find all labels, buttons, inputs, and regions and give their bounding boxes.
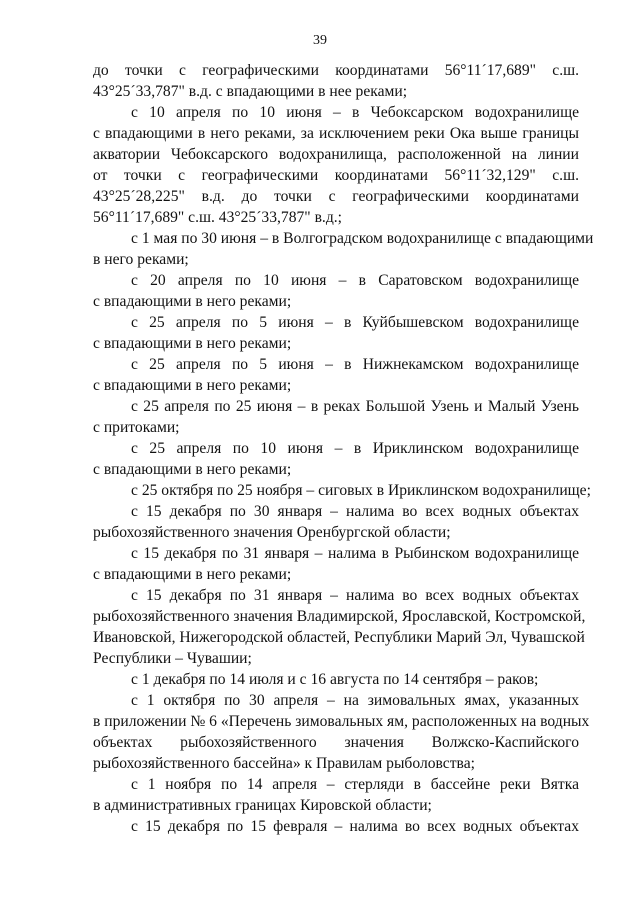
text-line: с впадающими в него реками, за исключением реки Ока выше границы xyxy=(93,125,579,142)
text-line: с 10 апреля по 10 июня – в Чебоксарском водохранилище xyxy=(131,104,579,121)
text-line: с впадающими в него реками; xyxy=(93,461,292,478)
text-line: рыбохозяйственного значения Оренбургской области; xyxy=(93,524,451,541)
page-number: 39 xyxy=(313,33,327,48)
text-line: с притоками; xyxy=(93,419,180,436)
text-line: с 25 октября по 25 ноября – сиговых в Ириклинском водохранилище; xyxy=(131,482,591,499)
document-body xyxy=(93,60,594,837)
text-line: до точки с географическими координатами 56°11´17,689" с.ш. xyxy=(93,62,579,79)
text-line: с 25 апреля по 5 июня – в Куйбышевском водохранилище xyxy=(131,314,579,331)
text-line: 43°25´28,225" в.д. до точки с географическими координатами xyxy=(93,188,579,205)
text-line: акватории Чебоксарского водохранилища, расположенной на линии xyxy=(93,146,579,163)
text-line: с 1 мая по 30 июня – в Волгоградском водохранилище с впадающими xyxy=(131,230,594,247)
text-line: с 15 декабря по 30 января – налима во всех водных объектах xyxy=(131,503,579,520)
text-line: в приложении № 6 «Перечень зимовальных ям, расположенных на водных xyxy=(93,713,590,730)
text-line: с 25 апреля по 10 июня – в Ириклинском водохранилище xyxy=(131,440,579,457)
text-line: с впадающими в него реками; xyxy=(93,566,292,583)
text-line: с 1 ноября по 14 апреля – стерляди в бассейне реки Вятка xyxy=(131,776,579,793)
text-line: рыбохозяйственного значения Владимирской, Ярославской, Костромской, xyxy=(93,608,586,625)
text-line: Республики – Чувашии; xyxy=(93,650,252,667)
text-line: с 1 октября по 30 апреля – на зимовальных ямах, указанных xyxy=(131,692,579,709)
text-line: объектах рыбохозяйственного значения Волжско-Каспийского xyxy=(93,734,579,751)
text-line: рыбохозяйственного бассейна» к Правилам рыболовства; xyxy=(93,755,475,772)
text-line: 43°25´33,787" в.д. с впадающими в нее реками; xyxy=(93,83,408,100)
text-line: с 20 апреля по 10 июня – в Саратовском водохранилище xyxy=(131,272,579,289)
text-line: от точки с географическими координатами 56°11´32,129" с.ш. xyxy=(93,167,579,184)
text-line: с 1 декабря по 14 июля и с 16 августа по 14 сентября – раков; xyxy=(131,671,539,688)
text-line: в административных границах Кировской области; xyxy=(93,797,432,814)
text-line: Ивановской, Нижегородской областей, Республики Марий Эл, Чувашской xyxy=(93,629,585,646)
text-line: с впадающими в него реками; xyxy=(93,335,292,352)
text-line: с впадающими в него реками; xyxy=(93,293,292,310)
text-line: 56°11´17,689" с.ш. 43°25´33,787" в.д.; xyxy=(93,209,342,226)
text-line: с 25 апреля по 5 июня – в Нижнекамском водохранилище xyxy=(131,356,579,373)
text-line: с впадающими в него реками; xyxy=(93,377,292,394)
text-line: с 15 декабря по 31 января – налима во всех водных объектах xyxy=(131,587,579,604)
text-line: с 15 декабря по 15 февраля – налима во всех водных объектах xyxy=(131,818,579,835)
text-line: с 15 декабря по 31 января – налима в Рыбинском водохранилище xyxy=(131,545,579,562)
text-line: с 25 апреля по 25 июня – в реках Большой Узень и Малый Узень xyxy=(131,398,579,415)
text-line: в него реками; xyxy=(93,251,189,268)
